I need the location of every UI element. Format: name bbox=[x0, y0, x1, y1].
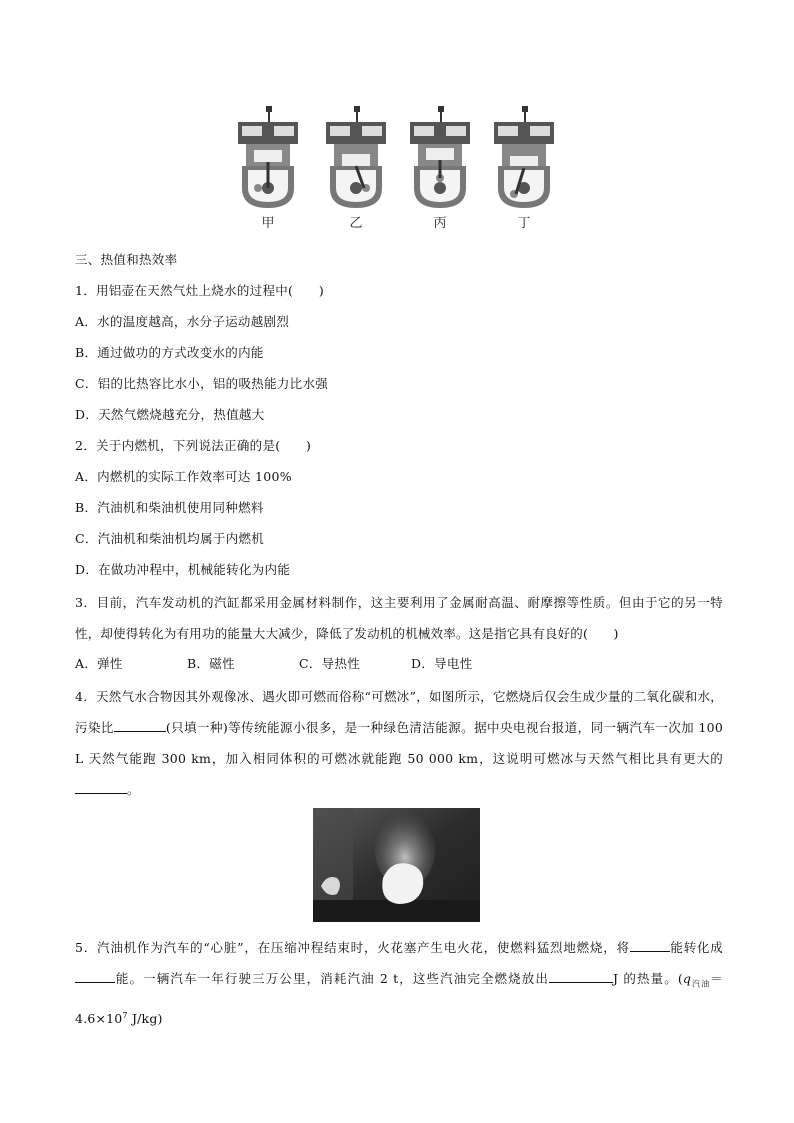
engine-diagram-jia bbox=[232, 104, 304, 234]
engine-label-ding: 丁 bbox=[517, 216, 531, 231]
q4-text-part3: 。 bbox=[127, 782, 140, 797]
q5-blank-1[interactable] bbox=[630, 938, 670, 952]
combustible-ice-photo bbox=[313, 808, 480, 922]
section-title: 三、热值和热效率 bbox=[75, 252, 178, 267]
q3-stem: 3．目前，汽车发动机的汽缸都采用金属材料制作，这主要利用了金属耐高温、耐摩擦等性质。但由于它的另一特性，却使得转化为有用功的能量大大减少，降低了发动机的机械效率。这是指它具有良好的( ) bbox=[75, 595, 723, 641]
q2-option-a: A．内燃机的实际工作效率可达 100% bbox=[75, 469, 292, 484]
engine-strokes-figure bbox=[232, 104, 562, 234]
q1-option-b: B．通过做功的方式改变水的内能 bbox=[75, 345, 264, 360]
q5-text-part3: 能。一辆汽车一年行驶三万公里，消耗汽油 2 t，这些汽油完全燃烧放出 bbox=[115, 971, 550, 986]
engine-label-bing: 丙 bbox=[433, 216, 447, 231]
q5-text-part1: 5．汽油机作为汽车的“心脏”，在压缩冲程结束时，火花塞产生电火花，使燃料猛烈地燃烧，将 bbox=[75, 940, 630, 955]
engine-label-jia: 甲 bbox=[261, 216, 275, 231]
q1-option-a: A．水的温度越高，水分子运动越剧烈 bbox=[75, 314, 290, 329]
q5-blank-3[interactable] bbox=[549, 969, 613, 983]
q2-option-b: B．汽油机和柴油机使用同种燃料 bbox=[75, 500, 264, 515]
q5-blank-2[interactable] bbox=[75, 969, 115, 983]
q3-option-b: B．磁性 bbox=[187, 656, 235, 671]
q4-text-part2: (只填一种)等传统能源小很多，是一种绿色清洁能源。据中央电视台报道，同一辆汽车一次加 100 L 天然气能跑 300 km，加入相同体积的可燃冰就能跑 50 000 km，这说明可燃冰与天然气相比具有更大的 bbox=[75, 720, 723, 766]
q3-option-c: C．导热性 bbox=[299, 656, 361, 671]
q4-blank-1[interactable] bbox=[114, 718, 166, 732]
q5-q-unit: J/kg) bbox=[127, 1010, 163, 1026]
engine-diagram-ding bbox=[488, 104, 560, 234]
q2-option-c: C．汽油机和柴油机均属于内燃机 bbox=[75, 531, 265, 546]
q5-q-subscript: 汽油 bbox=[691, 979, 711, 989]
q3-option-a: A．弹性 bbox=[75, 656, 123, 671]
q5-text-part2: 能转化成 bbox=[669, 940, 723, 955]
engine-label-yi: 乙 bbox=[349, 216, 363, 231]
q2-option-d: D．在做功冲程中，机械能转化为内能 bbox=[75, 562, 291, 577]
q1-option-c: C．铝的比热容比水小，铝的吸热能力比水强 bbox=[75, 376, 329, 391]
engine-diagram-bing bbox=[404, 104, 476, 234]
q5-q-symbol: q bbox=[682, 971, 692, 986]
q4-text bbox=[75, 681, 723, 805]
q5-q-exponent: 7 bbox=[122, 1010, 128, 1020]
q1-stem: 1．用铝壶在天然气灶上烧水的过程中( ) bbox=[75, 283, 325, 298]
engine-diagram-yi bbox=[320, 104, 392, 234]
q3-options bbox=[75, 654, 473, 674]
q5-text bbox=[75, 932, 723, 1034]
q5-q-value: ＝4.6×10 bbox=[75, 971, 723, 1026]
q4-blank-2[interactable] bbox=[75, 780, 127, 794]
q4-text-part1: 4．天然气水合物因其外观像冰、遇火即可燃而俗称“可燃冰”，如图所示，它燃烧后仅会生成少量的二氧化碳和水，污染比 bbox=[75, 689, 723, 735]
q1-option-d: D．天然气燃烧越充分，热值越大 bbox=[75, 407, 265, 422]
q3-option-d: D．导电性 bbox=[411, 656, 473, 671]
q5-text-part4: J 的热量。( bbox=[613, 971, 683, 986]
q2-stem: 2．关于内燃机，下列说法正确的是( ) bbox=[75, 438, 312, 453]
